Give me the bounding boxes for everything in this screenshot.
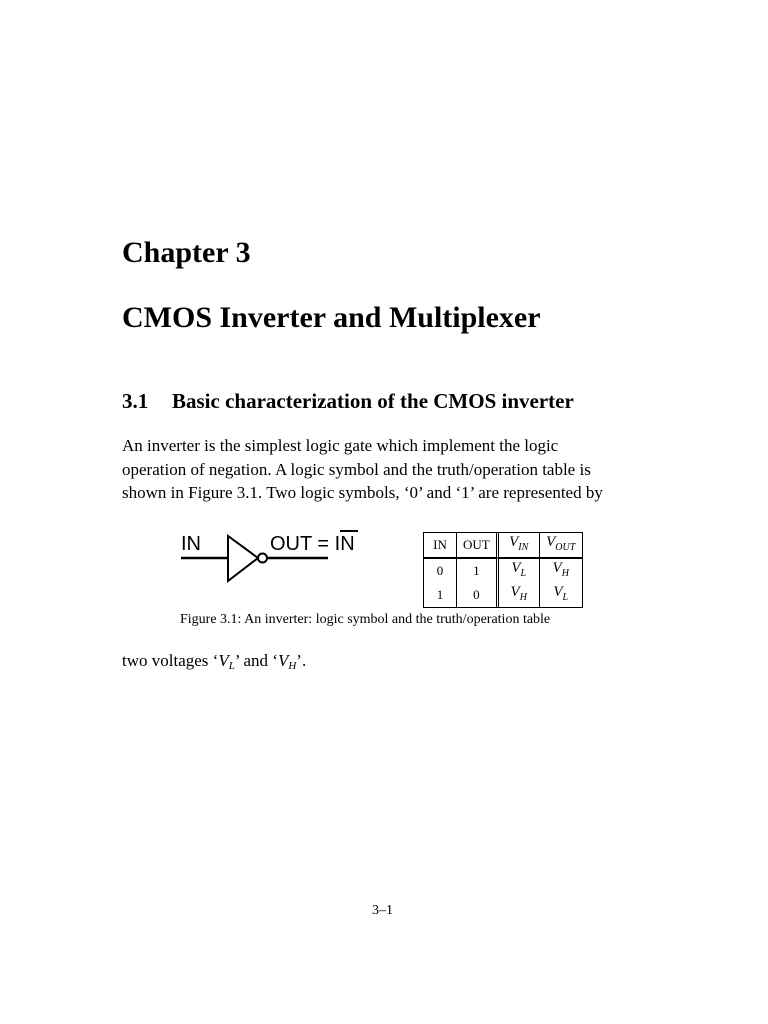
section-heading (122, 387, 574, 415)
truth-table (423, 532, 583, 608)
symbol-output-label (270, 533, 355, 555)
continuation-prefix: two voltages ‘ (122, 651, 219, 670)
continuation-suffix: ’. (296, 651, 307, 670)
truth-table-row (424, 558, 582, 583)
header-vin (499, 533, 540, 558)
cell-vout-subscript: H (561, 568, 569, 579)
paragraph-line: operation of negation. A logic symbol and the truth/operation table is (122, 459, 591, 479)
header-vout-symbol: V (546, 534, 556, 550)
paragraph-line: An inverter is the simplest logic gate which implement the logic (122, 436, 559, 455)
cell-vout-symbol: V (552, 560, 562, 576)
header-vout-subscript: OUT (555, 542, 576, 553)
symbol-output-negated: IN (334, 533, 355, 555)
truth-table-header-row (424, 533, 582, 558)
header-vin-symbol: V (509, 534, 519, 550)
inversion-bubble (258, 554, 267, 563)
voltage-low (218, 651, 235, 670)
paragraph-line: shown in Figure 3.1. Two logic symbols, ‘0’ and ‘1’ are represented by (122, 483, 603, 502)
cell-vin (499, 558, 540, 583)
symbol-input-label: IN (181, 533, 201, 555)
section-title: Basic characterization of the CMOS inverter (172, 389, 574, 413)
continuation-text (122, 649, 306, 678)
cell-vout-subscript: L (562, 592, 569, 603)
header-vin-subscript: IN (518, 542, 529, 553)
cell-vin-subscript: H (519, 592, 527, 603)
page-number: 3–1 (372, 903, 393, 918)
cell-vin (499, 583, 540, 607)
cell-out: 1 (457, 558, 499, 583)
cell-vin-symbol: V (510, 584, 520, 600)
section-number: 3.1 (122, 389, 149, 413)
cell-vin-symbol: V (511, 560, 521, 576)
voltage-high (278, 651, 296, 670)
header-vout (540, 533, 582, 558)
cell-vout (540, 558, 582, 583)
cell-in: 1 (424, 583, 457, 607)
intro-paragraph (122, 434, 662, 505)
cell-in: 0 (424, 558, 457, 583)
figure-caption: Figure 3.1: An inverter: logic symbol and the truth/operation table (180, 612, 551, 627)
chapter-title: CMOS Inverter and Multiplexer (122, 301, 541, 334)
continuation-middle: ’ and ‘ (234, 651, 278, 670)
cell-vout (540, 583, 582, 607)
voltage-high-subscript: H (288, 660, 297, 672)
inverter-logic-symbol (178, 526, 378, 590)
voltage-low-symbol: V (218, 651, 229, 670)
cell-out: 0 (457, 583, 499, 607)
header-in: IN (424, 533, 457, 558)
header-out: OUT (457, 533, 499, 558)
cell-vin-subscript: L (520, 568, 527, 579)
inverter-triangle (228, 536, 258, 581)
voltage-low-subscript: L (228, 660, 235, 672)
voltage-high-symbol: V (277, 651, 289, 670)
truth-table-row (424, 583, 582, 607)
cell-vout-symbol: V (553, 584, 563, 600)
symbol-output-prefix: OUT = (270, 533, 335, 555)
chapter-label: Chapter 3 (122, 236, 251, 269)
